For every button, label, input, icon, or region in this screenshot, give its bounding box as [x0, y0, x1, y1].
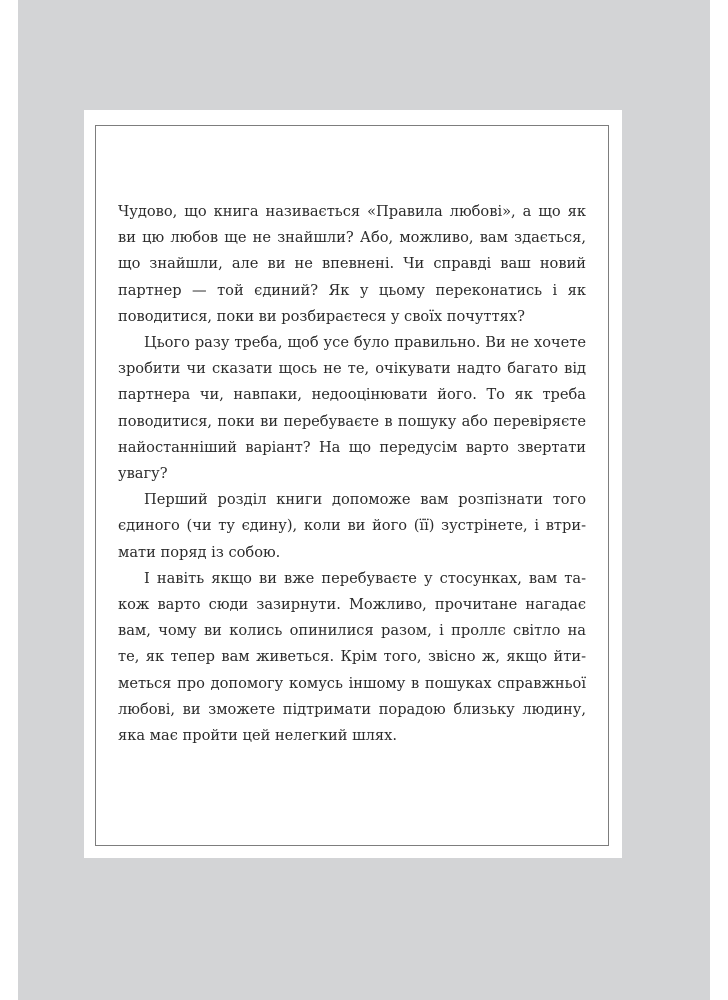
paragraph: І навіть якщо ви вже перебуваєте у стосунках, вам також варто сюди зазирнути. Можливо, прочитане нагадає вам, чому ви колись опинилися разом, і проллє світло на те, як тепер вам живеться. Крім того, звісно ж, якщо йтиметься про допомогу комусь іншому в пошуках справжньої любові, ви зможете підтримати порадою близьку людину, яка має пройти цей нелегкий шлях.: [118, 569, 586, 745]
body-text: [118, 199, 586, 749]
paragraph: Перший розділ книги допоможе вам розпізнати того єдиного (чи ту єдину), коли ви його (її) зустрінете, і втримати поряд із собою.: [118, 491, 586, 561]
paragraph: Цього разу треба, щоб усе було правильно. Ви не хочете зробити чи сказати щось не те, очікувати надто багато від партнера чи, навпаки, недооцінювати його. То як треба поводитися, поки ви перебуваєте в пошуку або перевіряєте найостанніший варіант? На що передусім варто звертати увагу?: [118, 334, 586, 483]
paragraph: Чудово, що книга називається «Правила любові», а що як ви цю любов ще не знайшли? Або, можливо, вам здається, що знайшли, але ви не впевнені. Чи справді ваш новий партнер — той єдиний? Як у цьому переконатись і як поводитися, поки ви розбираєтеся у своїх почуттях?: [118, 203, 586, 325]
